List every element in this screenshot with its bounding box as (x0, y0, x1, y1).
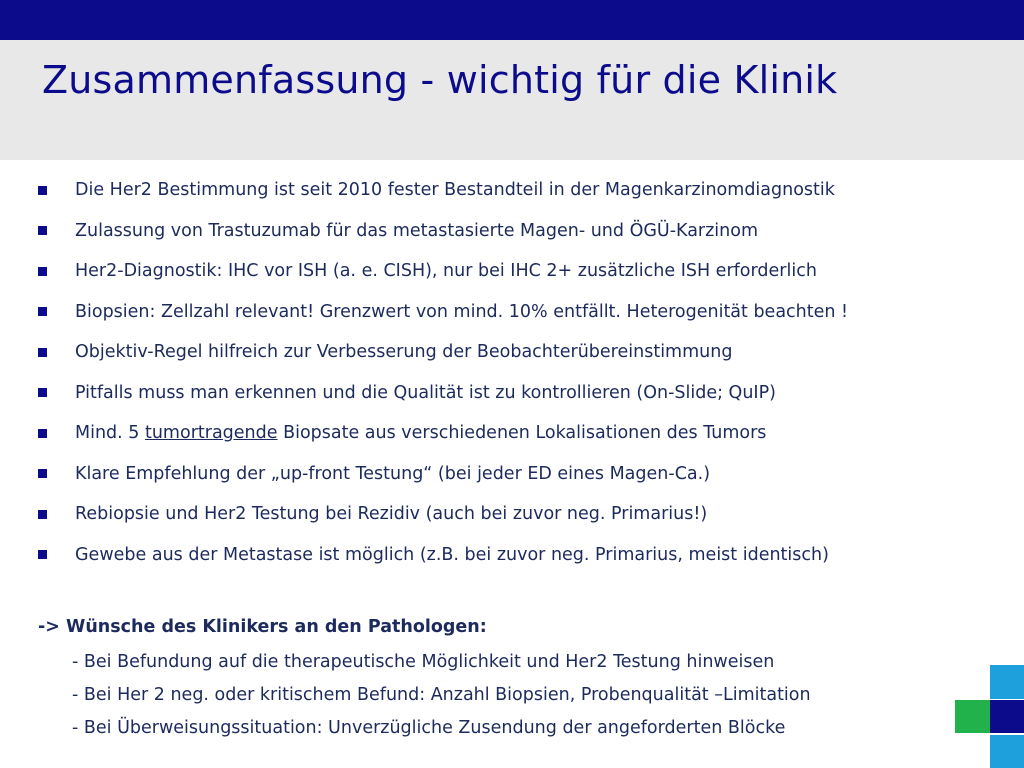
bullet-text: Objektiv-Regel hilfreich zur Verbesserung der Beobachterübereinstimmung (75, 342, 733, 363)
deco-square-light-blue-bottom (990, 735, 1024, 768)
wish-item: - Bei Her 2 neg. oder kritischem Befund: Anzahl Biopsien, Probenqualität –Limitation (72, 684, 811, 705)
bullet-text: Pitfalls muss man erkennen und die Qualität ist zu kontrollieren (On-Slide; QuIP) (75, 382, 776, 403)
bullet-item (38, 292, 848, 333)
wishes-heading: -> Wünsche des Klinikers an den Pathologen: (38, 617, 487, 637)
bullet-text: Biopsien: Zellzahl relevant! Grenzwert von mind. 10% entfällt. Heterogenität beachten ! (75, 301, 849, 322)
square-bullet-icon (38, 226, 47, 235)
bullet-list (38, 170, 848, 575)
square-bullet-icon (38, 186, 47, 195)
square-bullet-icon (38, 307, 47, 316)
underlined-term: tumortragende (144, 423, 278, 444)
bullet-text: Rebiopsie und Her2 Testung bei Rezidiv (auch bei zuvor neg. Primarius!) (75, 504, 708, 525)
square-bullet-icon (38, 510, 47, 519)
bullet-item (38, 535, 848, 576)
slide-title: Zusammenfassung - wichtig für die Klinik (42, 58, 838, 102)
square-bullet-icon (38, 550, 47, 559)
deco-square-light-blue (990, 665, 1024, 699)
bullet-item (38, 413, 848, 454)
square-bullet-icon (38, 267, 47, 276)
top-bar (0, 0, 1024, 40)
square-bullet-icon (38, 348, 47, 357)
bullet-item (38, 454, 848, 495)
bullet-text: Her2-Diagnostik: IHC vor ISH (a. e. CISH), nur bei IHC 2+ zusätzliche ISH erforderlich (75, 261, 817, 282)
bullet-item (38, 251, 848, 292)
deco-square-navy (990, 700, 1024, 733)
square-bullet-icon (38, 429, 47, 438)
bullet-item (38, 211, 848, 252)
bullet-text: Die Her2 Bestimmung ist seit 2010 fester Bestandteil in der Magenkarzinomdiagnostik (75, 180, 835, 201)
bullet-text-suffix: Biopsate aus verschiedenen Lokalisationen des Tumors (277, 423, 767, 444)
bullet-text: Gewebe aus der Metastase ist möglich (z.B. bei zuvor neg. Primarius, meist identisch) (75, 544, 829, 565)
square-bullet-icon (38, 469, 47, 478)
bullet-text: Zulassung von Trastuzumab für das metastasierte Magen- und ÖGÜ-Karzinom (75, 220, 759, 241)
wish-item: - Bei Befundung auf die therapeutische Möglichkeit und Her2 Testung hinweisen (72, 651, 775, 672)
bullet-text: Klare Empfehlung der „up-front Testung“ (bei jeder ED eines Magen-Ca.) (75, 463, 711, 484)
bullet-item (38, 170, 848, 211)
bullet-item (38, 373, 848, 414)
bullet-text (75, 423, 766, 443)
bullet-item (38, 494, 848, 535)
bullet-text-prefix: Mind. 5 (75, 423, 145, 444)
wishes-list (72, 645, 811, 744)
deco-square-green (955, 700, 990, 733)
square-bullet-icon (38, 388, 47, 397)
wish-item: - Bei Überweisungssituation: Unverzügliche Zusendung der angeforderten Blöcke (72, 717, 786, 738)
bullet-item (38, 332, 848, 373)
